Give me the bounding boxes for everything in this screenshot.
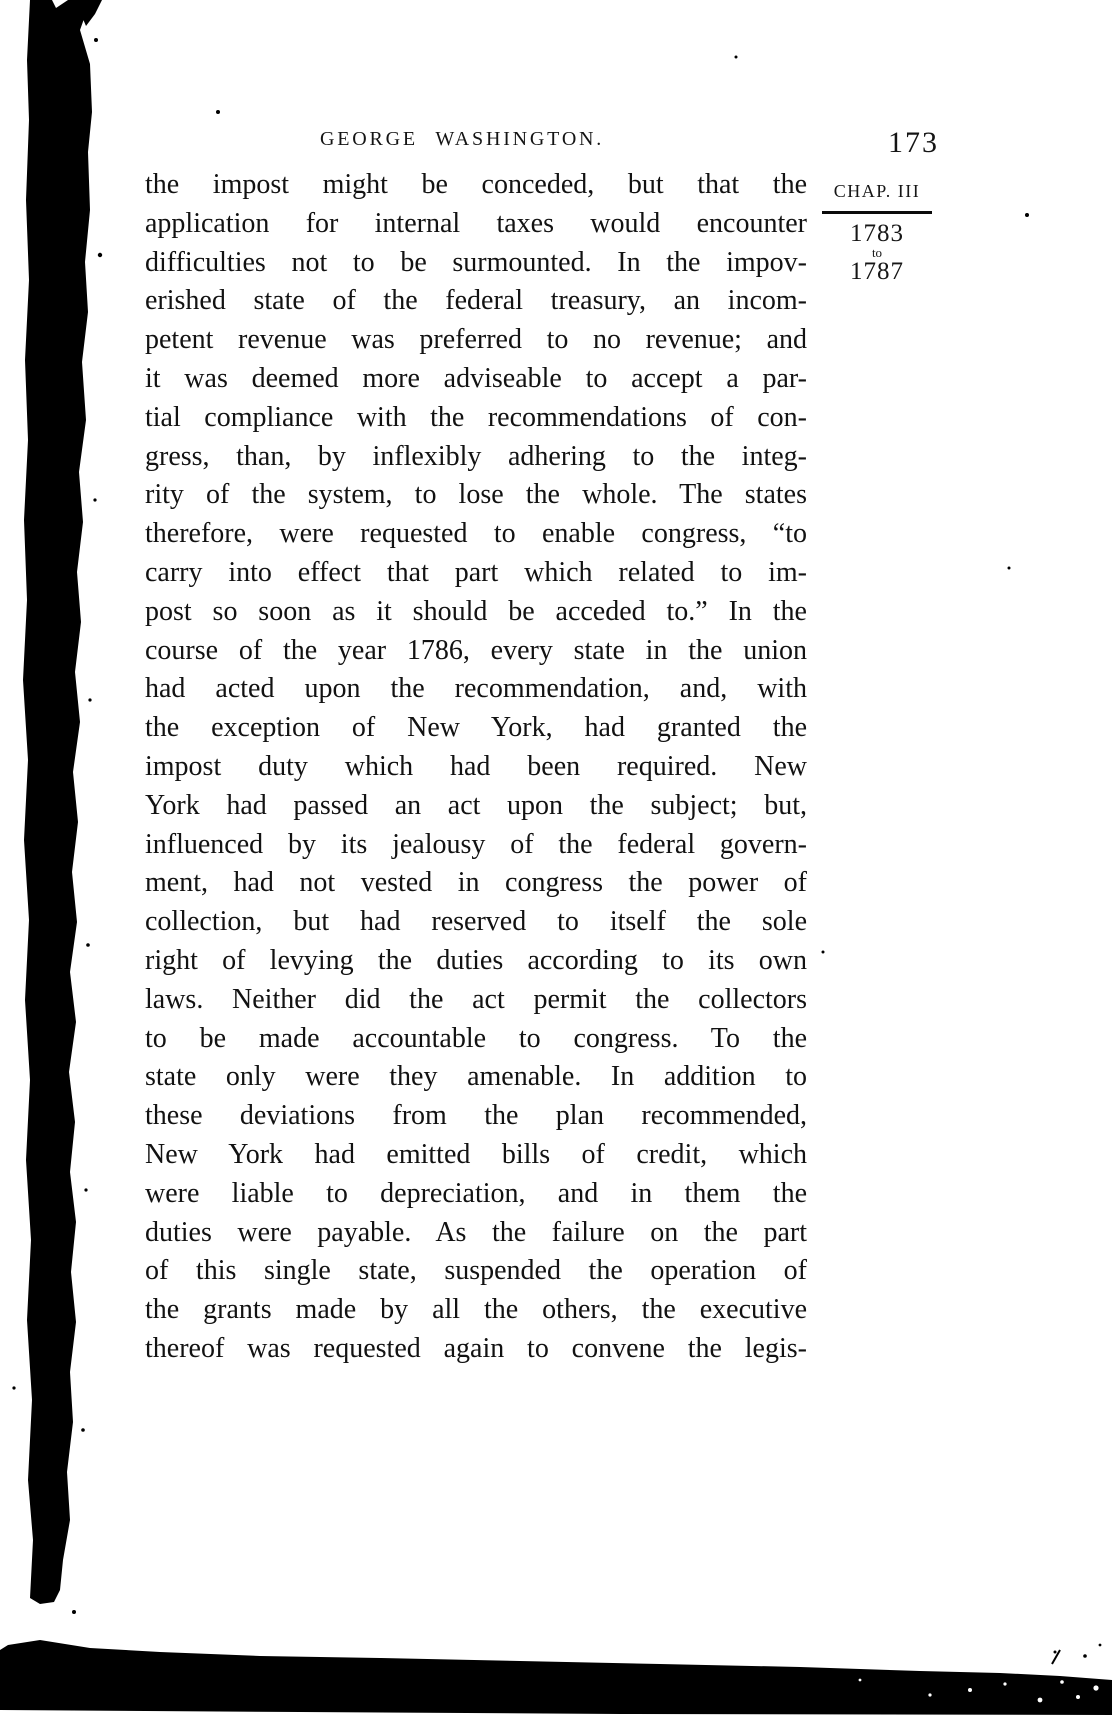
- ink-speck: [1008, 567, 1011, 570]
- year-end: 1787: [850, 258, 904, 285]
- text-line: collection, but had reserved to itself the sole: [145, 906, 807, 938]
- scan-edge-bar: [0, 1640, 1112, 1715]
- text-line: impost duty which had been required. New: [145, 750, 807, 782]
- text-line: the grants made by all the others, the executive: [145, 1294, 807, 1326]
- text-line: course of the year 1786, every state in the union: [145, 634, 807, 666]
- text-line: right of levying the duties according to its own: [145, 944, 807, 976]
- ink-speck: [1025, 213, 1029, 217]
- text-line: tial compliance with the recommendations of con-: [145, 401, 807, 433]
- binding-shadow-strip: [23, 0, 92, 1604]
- running-head: GEORGE WASHINGTON.: [320, 128, 605, 150]
- ink-speck: [822, 951, 825, 954]
- text-line: the exception of New York, had granted the: [145, 712, 807, 744]
- text-line: to be made accountable to congress. To the: [145, 1022, 807, 1054]
- text-line: these deviations from the plan recommended,: [145, 1100, 807, 1132]
- text-line: gress, than, by inflexibly adhering to the integ-: [145, 440, 807, 472]
- text-line: were liable to depreciation, and in them the: [145, 1177, 807, 1209]
- body-text: [145, 166, 807, 1369]
- margin-note: [816, 181, 938, 284]
- year-start: 1783: [850, 220, 904, 247]
- margin-rule: [822, 211, 932, 214]
- text-line: state only were they amenable. In addition to: [145, 1061, 807, 1093]
- text-line: therefore, were requested to enable congress, “to: [145, 518, 807, 550]
- text-line: duties were payable. As the failure on the part: [145, 1216, 807, 1248]
- ink-speck: [735, 56, 738, 59]
- text-line: post so soon as it should be acceded to.” In the: [145, 595, 807, 627]
- chapter-label: CHAP. III: [833, 181, 921, 201]
- text-line: carry into effect that part which related to im-: [145, 556, 807, 588]
- text-line: New York had emitted bills of credit, which: [145, 1138, 807, 1170]
- text-line: it was deemed more adviseable to accept a par-: [145, 362, 807, 394]
- text-line: had acted upon the recommendation, and, with: [145, 673, 807, 705]
- ink-speck: [216, 110, 220, 114]
- text-line: thereof was requested again to convene the legis-: [145, 1332, 807, 1364]
- scratch-mark: [1052, 1650, 1060, 1664]
- text-line: erished state of the federal treasury, an incom-: [145, 285, 807, 317]
- text-line: ment, had not vested in congress the power of: [145, 867, 807, 899]
- text-line: laws. Neither did the act permit the collectors: [145, 983, 807, 1015]
- text-line: influenced by its jealousy of the federal govern-: [145, 828, 807, 860]
- text-line: of this single state, suspended the operation of: [145, 1255, 807, 1287]
- text-line: rity of the system, to lose the whole. The states: [145, 479, 807, 511]
- year-connector: to: [871, 245, 883, 260]
- text-line: petent revenue was preferred to no revenue; and: [145, 324, 807, 356]
- page-number: 173: [888, 126, 939, 159]
- text-line: difficulties not to be surmounted. In the impov-: [145, 246, 807, 278]
- text-line: application for internal taxes would encounter: [145, 207, 807, 239]
- binding-shadow-jag: [80, 0, 102, 26]
- text-line: York had passed an act upon the subject; but,: [145, 789, 807, 821]
- text-line: the impost might be conceded, but that the: [145, 169, 807, 200]
